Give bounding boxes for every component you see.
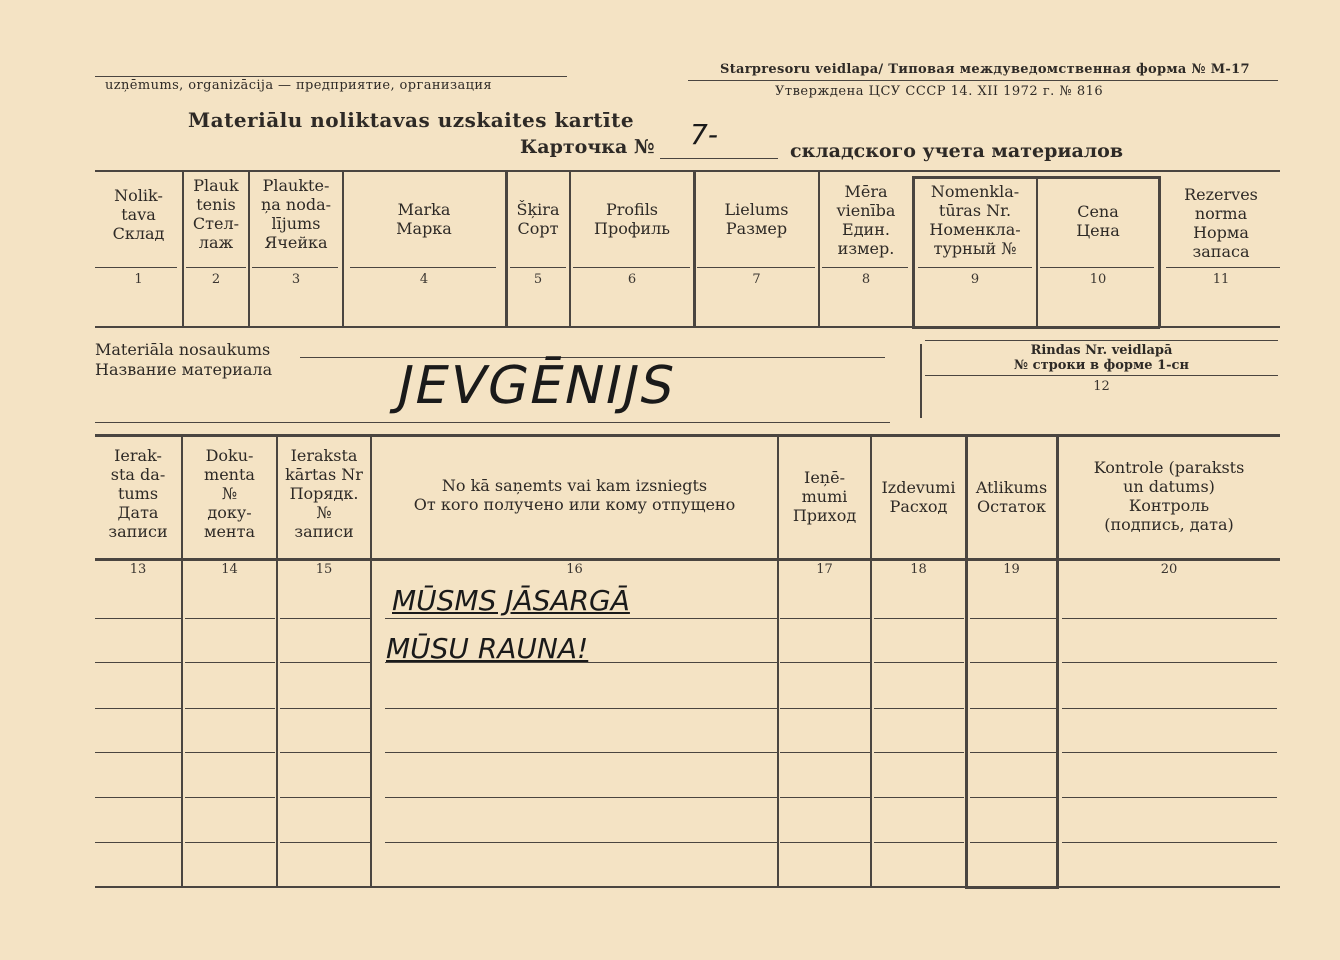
- ledger-row-line: [780, 842, 870, 843]
- ledger-row-line: [280, 618, 370, 619]
- header-col-num-8: 8: [861, 272, 871, 287]
- ledger-col-label-17: Ieņē- mumi Приход: [792, 468, 857, 525]
- title-card-suffix: складского учета материалов: [790, 140, 1124, 162]
- ledger-row-line: [1062, 797, 1277, 798]
- ledger-top-line: [95, 434, 1280, 437]
- ledger-row-line: [780, 752, 870, 753]
- ledger-row-line: [874, 618, 964, 619]
- material-label-lv: Materiāla nosaukums: [95, 340, 271, 359]
- ledger-row-line: [1062, 752, 1277, 753]
- ledger-row-line: [780, 662, 870, 663]
- ledger-row-line: [280, 842, 370, 843]
- header-col-num-1: 1: [134, 272, 143, 287]
- ledger-row-line: [780, 618, 870, 619]
- header-col-label-2: Plauk tenis Стел- лаж: [192, 176, 240, 252]
- header-col-num-11: 11: [1212, 272, 1230, 287]
- ledger-col-label-13: Ierak- sta da- tums Дата записи: [108, 446, 168, 541]
- ledger-row-line: [970, 797, 1056, 798]
- ledger-entry-2: MŪSU RAUNA!: [386, 632, 589, 665]
- ledger-col-label-14: Doku- menta № доку- мента: [204, 446, 255, 541]
- ledger-row-line: [874, 708, 964, 709]
- header-col-num-6: 6: [627, 272, 637, 287]
- ledger-row-line: [1062, 708, 1277, 709]
- title-card-prefix: Карточка №: [520, 136, 655, 158]
- card-number-handwritten: 7-: [690, 118, 718, 151]
- header-col-label-7: Lielums Размер: [724, 200, 789, 238]
- title-latvian: Materiālu noliktavas uzskaites kartīte: [188, 108, 635, 132]
- ledger-row-line: [185, 618, 275, 619]
- material-label-ru: Название материала: [95, 360, 273, 379]
- ledger-col-num-17: 17: [816, 562, 833, 577]
- ledger-col-num-19: 19: [1003, 562, 1020, 577]
- ledger-row-line: [970, 752, 1056, 753]
- ledger-col-num-20: 20: [1160, 562, 1178, 577]
- ledger-row-line: [185, 752, 275, 753]
- ledger-row-line: [280, 662, 370, 663]
- ledger-col-num-16: 16: [566, 562, 583, 577]
- header-col-label-5: Šķira Сорт: [516, 200, 560, 238]
- ledger-entry-1: MŪSMS JĀSARGĀ: [392, 584, 630, 617]
- header-col-label-9: Nomenkla- tūras Nr. Номенкла- турный №: [929, 182, 1021, 258]
- material-name-handwritten: JEVGĒNIJS: [391, 356, 682, 416]
- ledger-row-line: [970, 708, 1056, 709]
- ledger-row-line: [780, 708, 870, 709]
- header-col-label-11: Rezerves norma Норма запаса: [1184, 185, 1258, 261]
- approved-line: Утверждена ЦСУ СССР 14. XII 1972 г. № 816: [775, 84, 1104, 99]
- ledger-col-label-20: Kontrole (paraksts un datums) Контроль (подпись, дата): [1093, 458, 1245, 534]
- header-col-num-2: 2: [211, 272, 221, 287]
- header-col-num-9: 9: [970, 272, 980, 287]
- ledger-row-line: [95, 708, 181, 709]
- ledger-row-line: [280, 752, 370, 753]
- org-caption: uzņēmums, organizācija — предприятие, организация: [105, 78, 493, 93]
- ledger-row-line: [780, 797, 870, 798]
- org-underline: [95, 76, 567, 77]
- ledger-row-line: [385, 842, 777, 843]
- ledger-col-num-13: 13: [129, 562, 147, 577]
- header-col-num-4: 4: [419, 272, 429, 287]
- ledger-row-line: [874, 752, 964, 753]
- ledger-row-line: [874, 842, 964, 843]
- ledger-col-label-18: Izdevumi Расход: [881, 478, 956, 516]
- ledger-row-line: [95, 618, 181, 619]
- header-col-label-3: Plaukte- ņa noda- lījums Ячейка: [260, 176, 332, 252]
- ledger-row-line: [185, 662, 275, 663]
- ledger-row-line: [874, 662, 964, 663]
- header-col-label-4: Marka Марка: [396, 200, 452, 238]
- ledger-header-bottom: [95, 558, 1280, 561]
- ledger-row-line: [95, 662, 181, 663]
- ledger-row-line: [280, 708, 370, 709]
- header-col-num-3: 3: [291, 272, 301, 287]
- header-col-label-6: Profils Профиль: [594, 200, 670, 238]
- ledger-col-num-15: 15: [315, 562, 333, 577]
- form-underline: [688, 80, 1278, 81]
- row-number-label-ru: № строки в форме 1-сн: [1014, 358, 1189, 373]
- header-top-line: [95, 170, 1280, 172]
- header-col-num-5: 5: [533, 272, 543, 287]
- ledger-row-line: [1062, 618, 1277, 619]
- header-col-label-10: Cena Цена: [1076, 202, 1120, 240]
- header-col-label-1: Nolik- tava Склад: [112, 186, 165, 243]
- ledger-row-line: [970, 842, 1056, 843]
- ledger-row-line: [970, 662, 1056, 663]
- header-col-num-10: 10: [1089, 272, 1107, 287]
- ledger-row-line: [1062, 662, 1277, 663]
- ledger-row-line: [385, 797, 777, 798]
- ledger-row-line: [385, 618, 777, 619]
- ledger-row-line: [95, 797, 181, 798]
- header-col-num-7: 7: [752, 272, 761, 287]
- row-number-label: [925, 343, 1278, 373]
- row-number-label-lv: Rindas Nr. veidlapā: [1030, 343, 1173, 358]
- header-col-label-8: Mēra vienība Един. измер.: [836, 182, 896, 258]
- ledger-row-line: [385, 752, 777, 753]
- ledger-bottom-line: [95, 886, 1280, 888]
- ledger-row-line: [185, 842, 275, 843]
- form-number-line: Starpresoru veidlapa/ Типовая междуведомственная форма № М-17: [720, 62, 1250, 77]
- ledger-row-line: [95, 842, 181, 843]
- ledger-row-line: [185, 797, 275, 798]
- ledger-col-label-15: Ieraksta kārtas Nr Порядк. № записи: [285, 446, 363, 541]
- ledger-col-label-16: No kā saņemts vai kam izsniegts От кого получено или кому отпущено: [413, 476, 736, 514]
- ledger-row-line: [95, 752, 181, 753]
- ledger-row-line: [874, 797, 964, 798]
- ledger-row-line: [280, 797, 370, 798]
- ledger-col-num-14: 14: [221, 562, 238, 577]
- card-number-line: [660, 158, 778, 159]
- ledger-row-line: [385, 708, 777, 709]
- ledger-col-num-18: 18: [910, 562, 927, 577]
- material-label: [95, 340, 272, 380]
- ledger-row-line: [1062, 842, 1277, 843]
- ledger-row-line: [970, 618, 1056, 619]
- ledger-col-label-19: Atlikums Остаток: [975, 478, 1048, 516]
- row-number-col-num: 12: [1093, 379, 1110, 394]
- ledger-row-line: [185, 708, 275, 709]
